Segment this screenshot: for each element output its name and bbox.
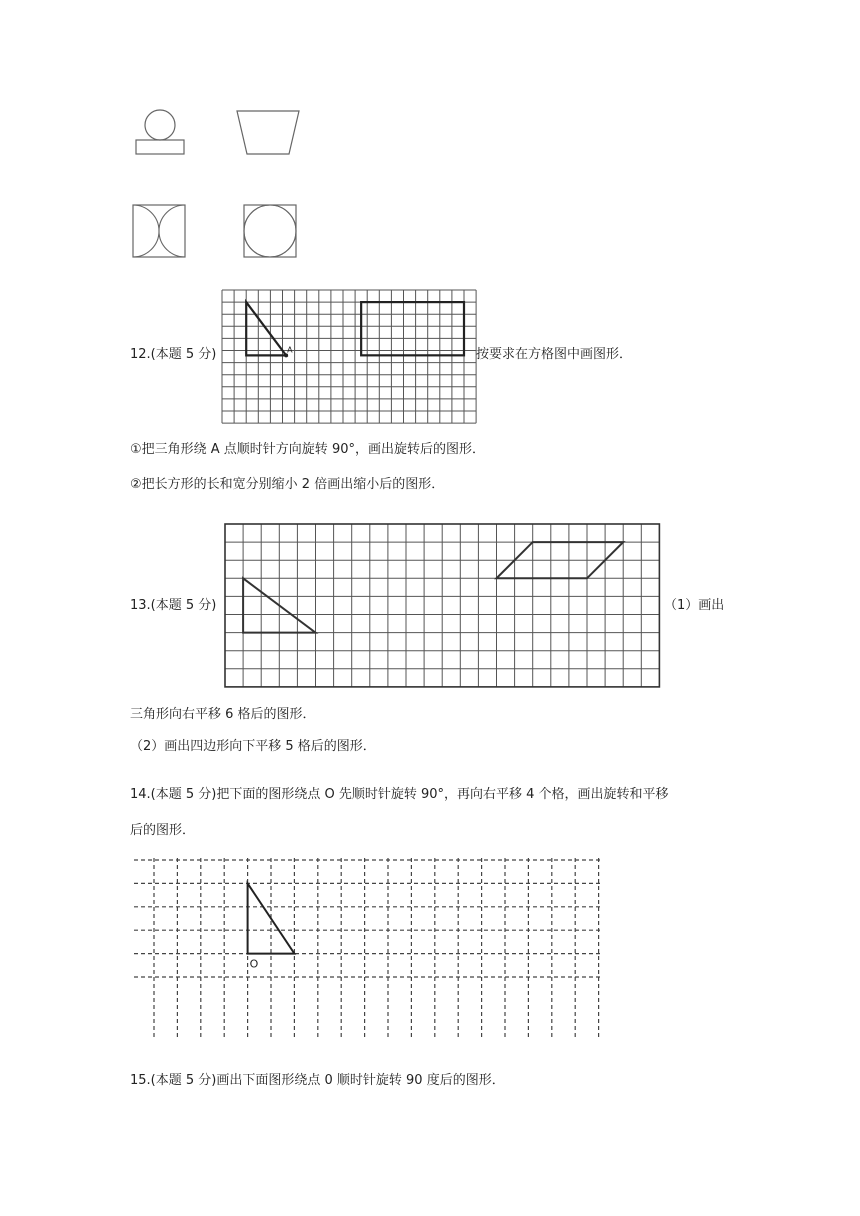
- q12-item1: ①把三角形绕 A 点顺时针方向旋转 90°，画出旋转后的图形．: [130, 442, 485, 457]
- q13-prefix: 13.(本题 5 分): [130, 598, 217, 613]
- q14-grid-lines: [134, 858, 600, 1038]
- q12-rectangle: [361, 302, 464, 355]
- circle-on-rectangle-figure: [134, 108, 188, 158]
- q14-line2: 后的图形．: [130, 823, 196, 838]
- point-o-label: O: [249, 957, 259, 971]
- q14-line1: 14.(本题 5 分)把下面的图形绕点 O 先顺时针旋转 90°，再向右平移 4 个格，画出旋转和平移: [130, 787, 669, 802]
- q12-triangle: [246, 302, 286, 355]
- q12-grid: [220, 288, 478, 426]
- square-with-side-arcs-figure: [130, 202, 188, 260]
- grid-lines: [222, 290, 476, 423]
- point-a-label: A: [287, 345, 293, 355]
- q13-line3: （2）画出四边形向下平移 5 格后的图形．: [130, 739, 376, 754]
- grid-lines: [225, 524, 659, 687]
- q13-suffix: （1）画出: [664, 598, 725, 613]
- q13-grid: [222, 518, 662, 694]
- q12-prefix: 12.(本题 5 分): [130, 347, 217, 362]
- q12-item2: ②把长方形的长和宽分别缩小 2 倍画出缩小后的图形．: [130, 477, 445, 492]
- q15-line1: 15.(本题 5 分)画出下面图形绕点 0 顺时针旋转 90 度后的图形．: [130, 1073, 505, 1088]
- trapezoid-figure: [234, 108, 304, 158]
- q14-dashed-grid: [130, 852, 600, 1042]
- q12-suffix: 按要求在方格图中画图形．: [476, 347, 633, 362]
- q13-line2: 三角形向右平移 6 格后的图形．: [130, 707, 316, 722]
- square-with-petals-figure: [241, 202, 299, 260]
